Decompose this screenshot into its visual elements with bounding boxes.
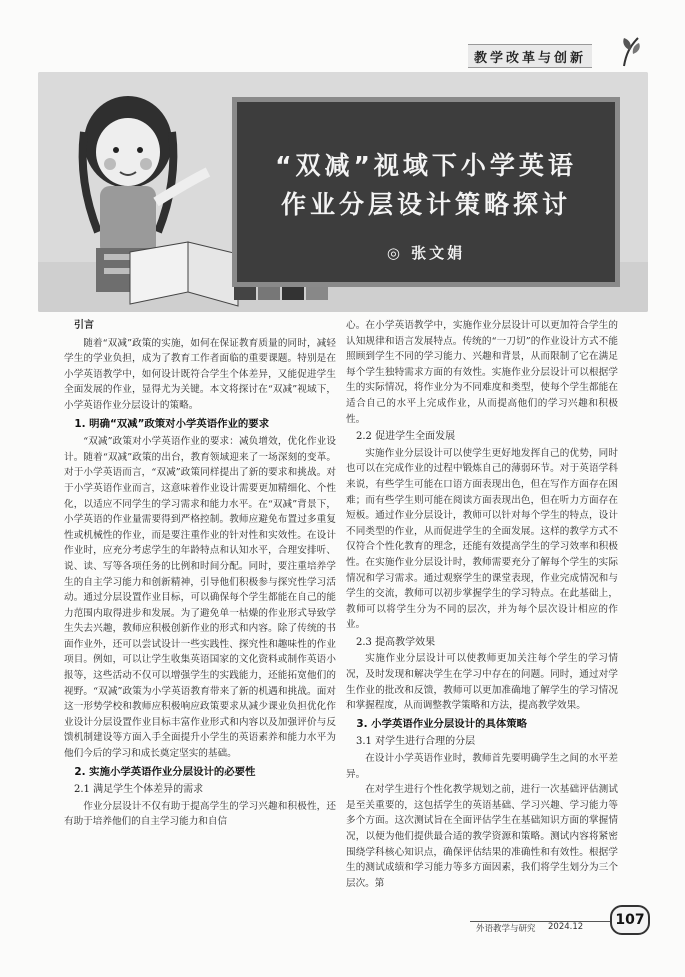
paragraph: 作业分层设计不仅有助于提高学生的学习兴趣和积极性，还有助于培养他们的自主学习能力和自信 — [64, 800, 336, 828]
footer-issue: 2024.12 — [548, 922, 584, 932]
leaf-decoration-icon — [620, 36, 642, 68]
article-author: ◎ 张文娟 — [386, 244, 466, 262]
subsection-heading: 2.2 促进学生全面发展 — [356, 431, 456, 443]
paragraph: 在设计小学英语作业时，教师首先要明确学生之间的水平差异。 — [346, 753, 618, 780]
section-heading: 3. 小学英语作业分层设计的具体策略 — [356, 717, 528, 730]
chalkboard — [232, 97, 620, 287]
paragraph: 在对学生进行个性化教学规划之前，进行一次基础评估测试是至关重要的，这包括学生的英语基础、学习兴趣、学习能力等多个方面。这次测试旨在全面评估学生在基础知识方面的掌握情况，以便为他们提供最合适的教学资源和策略。测试内容将紧密围绕学科核心知识点，确保评估结果的准确性和有效性。根据学生的测试成绩和学习能力等多方面因素，我们将学生划分为三个层次。第 — [346, 784, 618, 889]
section-heading: 1. 明确“双减”政策对小学英语作业的要求 — [74, 417, 270, 430]
subsection-heading: 3.1 对学生进行合理的分层 — [356, 736, 476, 748]
right-text-column — [346, 318, 618, 891]
paragraph: 随着“双减”政策的实施，如何在保证教育质量的同时，减轻学生的学业负担，成为了教育工作者面临的重要课题。特别是在小学英语教学中，如何设计既符合学生个体差异，又能促进学生全面发展的作业，显得尤为关键。本文将探讨在“双减”视域下，小学英语作业分层设计的策略。 — [64, 337, 336, 411]
section-heading: 2. 实施小学英语作业分层设计的必要性 — [74, 765, 256, 778]
section-heading: 引言 — [74, 320, 94, 331]
article-title-line2: 作业分层设计策略探讨 — [280, 190, 571, 219]
paragraph: “双减”政策对小学英语作业的要求：减负增效，优化作业设计。随着“双减”政策的出台，教育领域迎来了一场深刻的变革。对于小学英语而言，“双减”政策同样提出了新的要求和挑战。对于小学英语作业而言，这意味着作业设计需要更加精细化、个性化，以适应不同学生的学习需求和能力水平。在“双减”背景下，小学英语的作业量需要得到严格控制。教师应避免布置过多重复性或机械性的作业，而是要注重作业的针对性和实效性。在设计作业时，应充分考虑学生的年龄特点和认知水平，合理安排听、说、读、写等各项任务的比例和时间分配。同时，要注重培养学生的自主学习能力和创新精神，引导他们积极参与探究性学习活动。通过分层设置作业目标，可以确保每个学生都能在自己的能力范围内取得进步和发展。为了避免单一枯燥的作业形式导致学生失去兴趣，教师应积极创新作业的形式和内容。除了传统的书面作业外，还可以尝试设计一些实践性、探究性和趣味性的作业项目。例如，可以让学生收集英语国家的文化资料或制作英语小报等，这些活动不仅可以增强学生的实践能力，还能拓宽他们的视野。“双减”政策为小学英语教育带来了新的机遇和挑战。面对这一形势学校和教师应积极响应政策要求从减少课业负担优化作业设计分层设置作业目标丰富作业形式和内容以及加强评价与反馈机制建设等方面入手全面提升小学生的英语素养和能力水平为他们今后的学习和成长奠定坚实的基础。 — [64, 436, 336, 760]
section-tag-label: 教学改革与创新 — [474, 50, 587, 66]
footer-journal-name: 外语教学与研究 — [476, 924, 536, 934]
subsection-heading: 2.3 提高教学效果 — [356, 636, 436, 648]
paragraph: 心。在小学英语教学中，实施作业分层设计可以更加符合学生的认知规律和语言发展特点。传统的“一刀切”的作业设计方式不能照顾到学生不同的学习能力、兴趣和背景，从而限制了它在满足每个学生独特需求方面的有效性。实施作业分层设计可以根据学生的实际情况，将作业分为不同难度和类型，使每个学生都能在适合自己的水平上完成作业，从而提高他们的学习兴趣和积极性。 — [346, 320, 618, 425]
page-number: 107 — [610, 905, 650, 935]
paragraph: 实施作业分层设计可以使学生更好地发挥自己的优势，同时也可以在完成作业的过程中锻炼自己的薄弱环节。对于英语学科来说，有些学生可能在口语方面表现出色，但在写作方面存在困难；而有些学生则可能在阅读方面表现出色，但在听力方面存在短板。通过作业分层设计，教师可以针对每个学生的特点，设计不同类型的作业，从而促进学生的全面发展。这样的教学方式不仅符合个性化教育的理念，还能有效提高学生的学习效率和积极性。在实施作业分层设计时，教师需要充分了解每个学生的实际情况和学习需求。通过观察学生的课堂表现，作业完成情况和与学生的交流，教师可以初步掌握学生的学习特点。在此基础上，教师可以将学生分为不同的层次，并为每个层次设计相应的作业。 — [346, 447, 618, 631]
subsection-heading: 2.1 满足学生个体差异的需求 — [74, 784, 204, 796]
left-text-column — [64, 318, 336, 830]
article-title-line1: “双减”视域下小学英语 — [275, 151, 577, 180]
hero-illustration — [38, 72, 648, 312]
paragraph: 实施作业分层设计可以使教师更加关注每个学生的学习情况，及时发现和解决学生在学习中存在的问题。同时，通过对学生作业的批改和反馈，教师可以更加准确地了解学生的学习情况和掌握程度，从而调整教学策略和方法，提高教学效果。 — [346, 653, 618, 712]
section-tag — [468, 44, 592, 68]
